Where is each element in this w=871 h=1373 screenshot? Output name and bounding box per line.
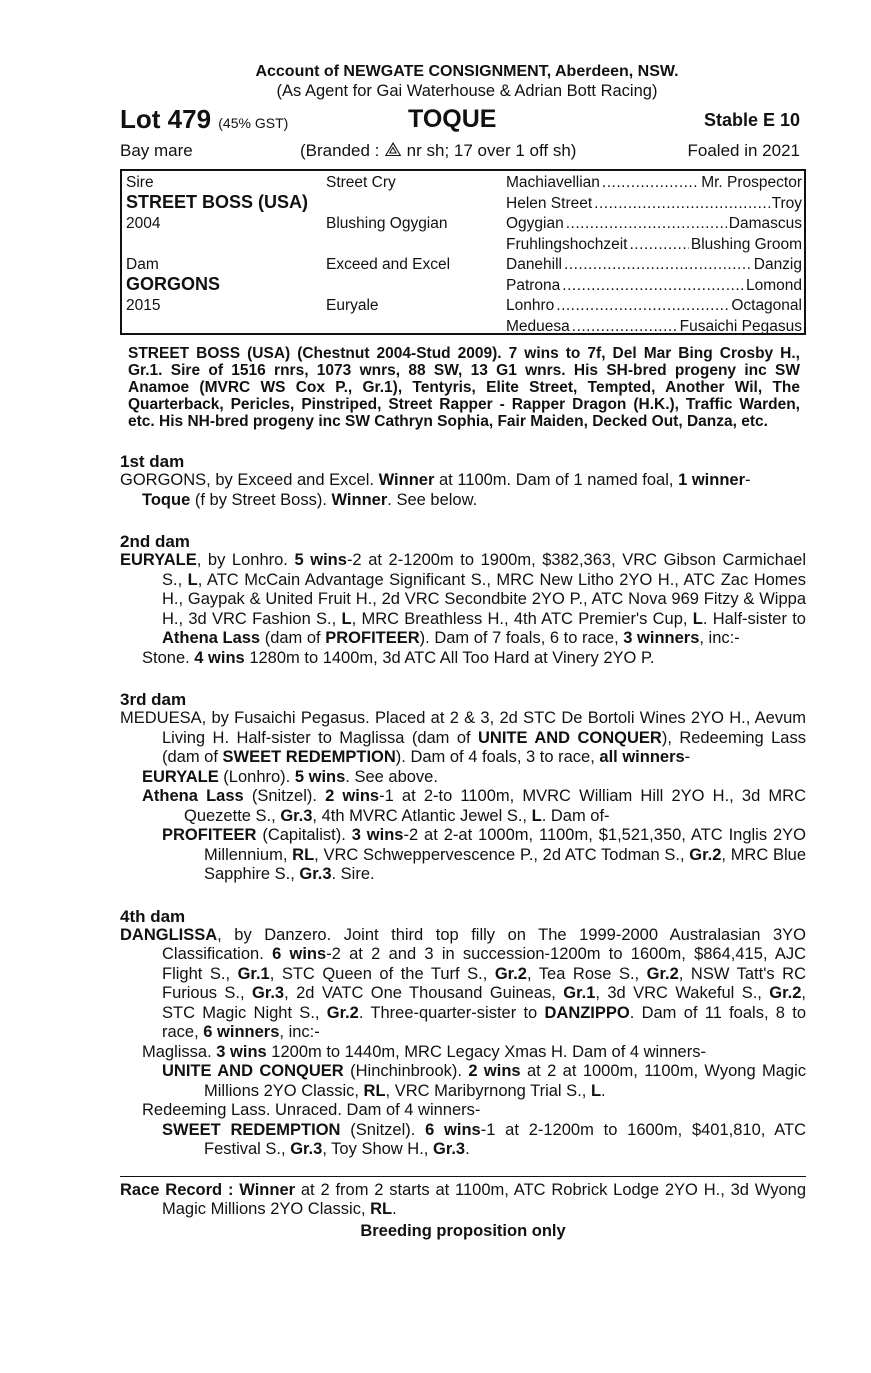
second-dam-heading: 2nd dam [120, 532, 190, 551]
dam-dam: Euryale [326, 297, 379, 314]
sire-label: Sire [126, 174, 154, 191]
first-dam-heading: 1st dam [120, 452, 185, 471]
dam-label: Dam [126, 256, 159, 273]
third-generation-row: Patrona ..... Lomond [506, 276, 802, 296]
race-record: Race Record : Winner at 2 from 2 starts at 1100m, ATC Robrick Lodge 2YO H., 3d Wyong Magic Millions 2YO Classic, RL. [120, 1176, 806, 1220]
fourth-dam-heading: 4th dam [120, 906, 186, 926]
third-generation-row: Ogygian ..... Damascus [506, 214, 802, 234]
race-record-label: Race Record : Winner [120, 1180, 296, 1199]
lot-row [120, 103, 806, 135]
third-dam-heading: 3rd dam [120, 690, 187, 709]
gst-note: (45% GST) [218, 115, 289, 131]
dam-name: GORGONS [126, 274, 221, 294]
sire-dam: Blushing Ogygian [326, 215, 448, 232]
sire-sire: Street Cry [326, 174, 396, 191]
third-generation-row: Helen Street ..... Troy [506, 194, 802, 214]
horse-name: TOQUE [408, 105, 497, 133]
dam-year: 2015 [126, 297, 161, 314]
catalogue-page [120, 62, 806, 1241]
fourth-dam-section: DANGLISSA, by Danzero. Joint third top filly on The 1999-2000 Australasian 3YO Classification. 6 wins-2 at 2 and 3 in succession-1200m to 1600m, $864,415, AJC Flight S., Gr.1, STC Queen of the Turf S., Gr.2, Tea Rose S., Gr.2, NSW Tatt's RC Furious S., Gr.3, 2d VATC One Thousand Guineas, Gr.1, 3d VRC Wakeful S., Gr.2, STC Magic Night S., Gr.2. Three-quarter-sister to DANZIPPO. Dam of 11 foals, 8 to race, 6 winners, inc:- Maglissa. 3 wins 1200m to 1440m, MRC Legacy Xmas H. Dam of 4 winners- UNITE AND CONQUER (Hinchinbrook). 2 wins at 2 at 1000m, 1100m, Wyong Magic Millions 2YO Classic, RL, VRC Maribyrnong Trial S., L. Redeeming Lass. Unraced. Dam of 4 winners- SWEET REDEMPTION (Snitzel). 6 wins-1 at 2-1200m to 1600m, $401,810, ATC Festival S., Gr.3, Toy Show H., Gr.3. [120, 925, 807, 1158]
third-generation-row: Machiavellian ..... Mr. Prospector [506, 173, 802, 193]
info-row [120, 141, 806, 165]
dam-sire: Exceed and Excel [326, 256, 451, 273]
brand-symbol-icon: ⟁ [384, 139, 402, 161]
third-generation-row: Fruhlingshochzeit ..... Blushing Groom [506, 235, 802, 255]
foaled-year: Foaled in 2021 [687, 141, 800, 160]
third-dam-section: MEDUESA, by Fusaichi Pegasus. Placed at 2 & 3, 2d STC De Bortoli Wines 2YO H., Aevum Living H. Half-sister to Maglissa (dam of UNITE AND CONQUER), Redeeming Lass (dam of SWEET REDEMPTION). Dam of 4 foals, 3 to race, all winners- EURYALE (Lonhro). 5 wins. See above. Athena Lass (Snitzel). 2 wins-1 at 2-to 1100m, MVRC William Hill 2YO H., 3d MRC Quezette S., Gr.3, 4th MVRC Atlantic Jewel S., L. Dam of- PROFITEER (Capitalist). 3 wins-2 at 2-at 1000m, 1100m, $1,521,350, ATC Inglis 2YO Millennium, RL, VRC Schweppervescence P., 2d ATC Todman S., Gr.2, MRC Blue Sapphire S., Gr.3. Sire. [120, 709, 807, 883]
sire-name: STREET BOSS (USA) [126, 192, 309, 212]
sex-colour: Bay mare [120, 141, 193, 160]
agent-line: (As Agent for Gai Waterhouse & Adrian Bott Racing) [276, 81, 658, 100]
breeding-proposition: Breeding proposition only [360, 1221, 566, 1240]
brand-description: (Branded : ⟁ nr sh; 17 over 1 off sh) [300, 139, 577, 161]
pedigree-table [120, 169, 806, 335]
first-dam-section: GORGONS, by Exceed and Excel. Winner at 1100m. Dam of 1 named foal, 1 winner- Toque (f by Street Boss). Winner. See below. [120, 471, 751, 509]
sire-summary: STREET BOSS (USA) (Chestnut 2004-Stud 2009). 7 wins to 7f, Del Mar Bing Crosby H., Gr.1. Sire of 1516 rnrs, 1073 wnrs, 88 SW, 13 G1 wnrs. His SH-bred progeny inc SW Anamoe (MVRC WS Cox P., Gr.1), Tentyris, Elite Street, Tempted, Another Wil, The Quarterback, Pericles, Pinstriped, Street Rapper - Rapper Dragon (H.K.), Traffic Warden, etc. His NH-bred progeny inc SW Cathryn Sophia, Fair Maiden, Decked Out, Danza, etc. [128, 345, 800, 430]
third-generation-row: Meduesa ..... Fusaichi Pegasus [506, 317, 802, 337]
stable-number: Stable E 10 [703, 110, 800, 130]
second-dam-section: EURYALE, by Lonhro. 5 wins-2 at 2-1200m to 1900m, $382,363, VRC Gibson Carmichael S., L, ATC McCain Advantage Significant S., MRC New Litho 2YO H., ATC Zac Homes H., Gaypak & United Fruit H., 2d VRC Secondbite 2YO P., ATC Nova 969 Fitzy & Wippa H., 3d VRC Fashion S., L, MRC Breathless H., 4th ATC Premier's Cup, L. Half-sister to Athena Lass (dam of PROFITEER). Dam of 7 foals, 6 to race, 3 winners, inc:- Stone. 4 wins 1280m to 1400m, 3d ATC All Too Hard at Vinery 2YO P. [120, 551, 806, 667]
third-generation-row: Lonhro ..... Octagonal [506, 296, 802, 316]
account-line: Account of NEWGATE CONSIGNMENT, Aberdeen, NSW. [255, 63, 679, 80]
third-generation-row: Danehill ..... Danzig [506, 255, 802, 275]
lot-number: Lot 479 (45% GST) [120, 104, 289, 134]
sire-year: 2004 [126, 215, 161, 232]
